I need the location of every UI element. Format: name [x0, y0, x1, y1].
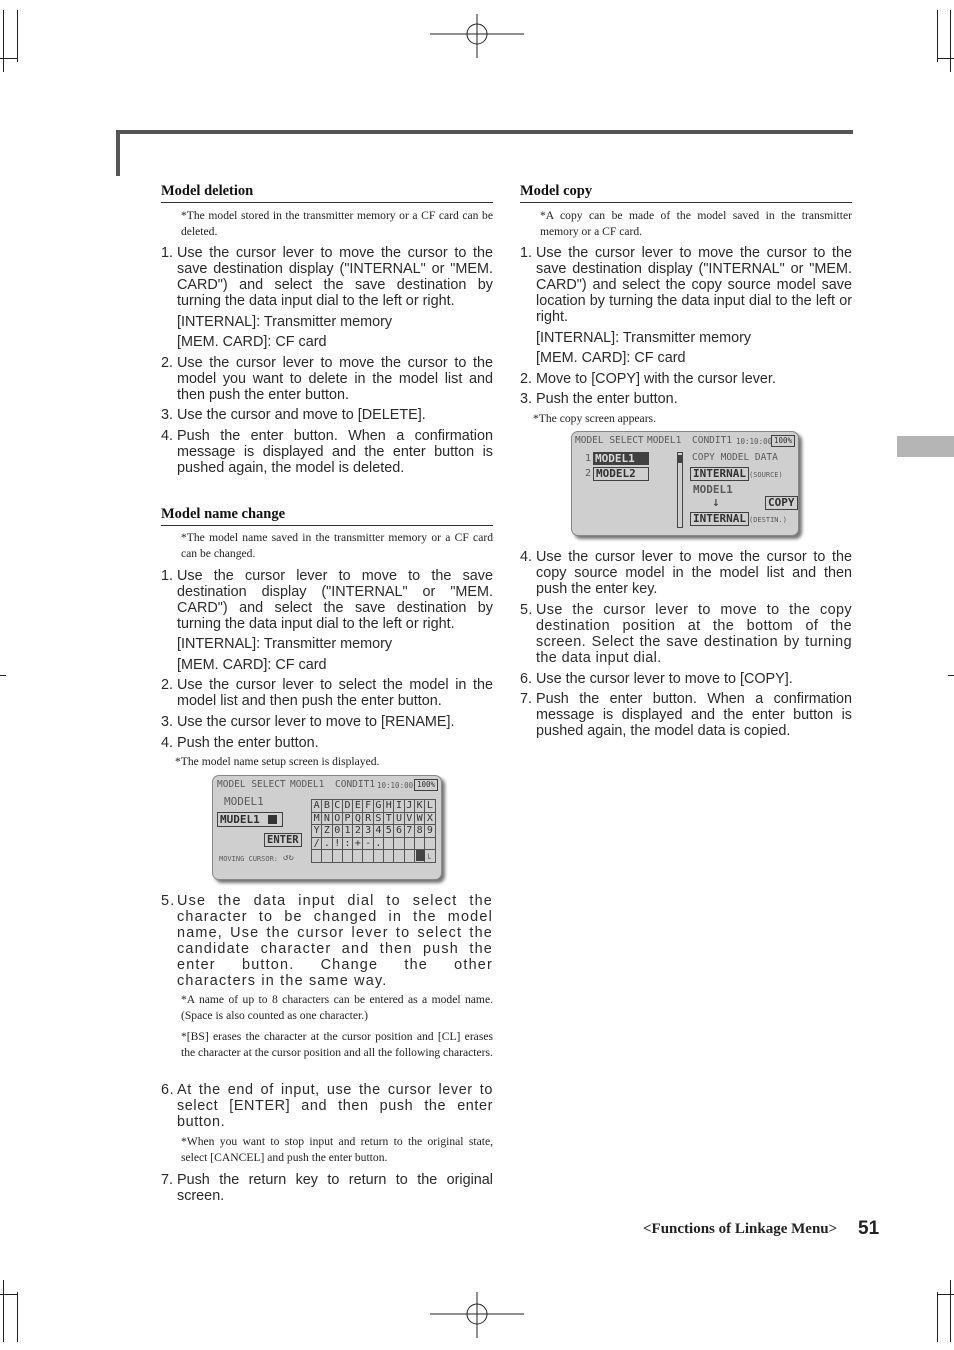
option-text: [MEM. CARD]: CF card: [177, 334, 327, 350]
keyboard-key[interactable]: .: [322, 837, 332, 850]
keyboard-row: [312, 812, 436, 825]
step-item: 1. Use the cursor lever to move to the save destination display ("INTERNAL" or "MEM. CARD") and select the save destination by turning the data input dial to the left or right.: [161, 568, 493, 632]
header-condition: CONDIT1: [335, 779, 376, 790]
keyboard-key[interactable]: [363, 850, 373, 863]
keyboard-row: [312, 825, 436, 838]
moving-cursor-label: MOVING CURSOR:: [219, 855, 279, 863]
keyboard-key[interactable]: Y: [312, 825, 322, 838]
note: *The model name saved in the transmitter memory or a CF card can be changed.: [181, 531, 493, 560]
copy-title: COPY MODEL DATA: [692, 452, 778, 463]
name-input[interactable]: MUDEL1: [217, 812, 283, 827]
keyboard-key[interactable]: E: [353, 800, 363, 813]
crop-mark: [937, 1294, 954, 1295]
step-item: 7. Push the return key to return to the original screen.: [161, 1172, 493, 1204]
rename-screen: [212, 775, 442, 880]
keyboard-key[interactable]: Z: [322, 825, 332, 838]
header-rule: [116, 130, 853, 134]
step-item: 4. Push the enter button.: [161, 735, 319, 751]
header-rule-left: [116, 130, 120, 176]
keyboard-key[interactable]: [332, 850, 342, 863]
keyboard-key[interactable]: T: [384, 812, 394, 825]
keyboard-key[interactable]: O: [332, 812, 342, 825]
step-item: 4. Use the cursor lever to move the cursor to the copy source model in the model list and then push the enter key.: [520, 549, 852, 597]
section-rule: [161, 202, 493, 203]
step-item: 3. Use the cursor and move to [DELETE].: [161, 407, 426, 423]
section-rule: [520, 202, 852, 203]
header-model-select: MODEL SELECT: [575, 435, 644, 446]
crop-mark: [950, 1280, 951, 1342]
copy-screen: [571, 431, 799, 536]
step-item: 1. Use the cursor lever to move the cursor to the save destination display ("INTERNAL" or "MEM. CARD") and select the save destination by turning the data input dial to the left or right.: [161, 245, 493, 309]
timer: 10:10:00: [377, 781, 414, 790]
keyboard-key[interactable]: B: [322, 800, 332, 813]
enter-button[interactable]: ENTER: [264, 833, 302, 847]
option-text: [MEM. CARD]: CF card: [536, 350, 686, 366]
note: *The model stored in the transmitter memory or a CF card can be deleted.: [181, 209, 493, 238]
keyboard-key[interactable]: V: [404, 812, 414, 825]
note: *A name of up to 8 characters can be entered as a model name. (Space is also counted as one character.): [181, 993, 493, 1022]
option-text: [INTERNAL]: Transmitter memory: [177, 314, 393, 330]
crop-mark: [17, 1292, 18, 1342]
side-mark: [0, 675, 6, 676]
step-item: 5. Use the cursor lever to move to the copy destination position at the bottom of the screen. Select the save destination by turning the data input dial.: [520, 602, 852, 666]
keyboard-key[interactable]: I: [394, 800, 404, 813]
keyboard-key[interactable]: [394, 837, 404, 850]
cursor-block: [268, 815, 277, 824]
step-item: 2. Use the cursor lever to move the cursor to the model you want to delete in the model list and then push the enter button.: [161, 355, 493, 403]
keyboard-key[interactable]: A: [312, 800, 322, 813]
cl-key-icon[interactable]: └: [426, 854, 431, 863]
step-item: 6. Use the cursor lever to move to [COPY].: [520, 671, 793, 687]
source-label: (SOURCE): [749, 471, 783, 479]
keyboard-key[interactable]: L: [425, 800, 435, 813]
keyboard-key[interactable]: Q: [353, 812, 363, 825]
arrow-down-icon: ↓: [712, 495, 720, 510]
keyboard-key[interactable]: F: [363, 800, 373, 813]
keyboard-key[interactable]: [394, 850, 404, 863]
step-item: 5. Use the data input dial to select the character to be changed in the model name, Use the cursor lever to select the candidate character and then push the enter button. Change the other characters in the same way.: [161, 893, 493, 989]
keyboard-key[interactable]: -: [363, 837, 373, 850]
header-model: MODEL1: [647, 435, 682, 446]
keyboard-key[interactable]: N: [322, 812, 332, 825]
keyboard-key[interactable]: 0: [332, 825, 342, 838]
keyboard-key[interactable]: !: [332, 837, 342, 850]
header-model-select: MODEL SELECT: [217, 779, 286, 790]
list-index: 1: [585, 453, 592, 464]
copy-button[interactable]: COPY: [765, 496, 798, 510]
keyboard-key[interactable]: K: [414, 800, 424, 813]
keyboard-key[interactable]: 9: [425, 825, 435, 838]
keyboard-row: [312, 800, 436, 813]
crop-mark: [3, 10, 4, 72]
keyboard-key[interactable]: [384, 850, 394, 863]
step-item: 1. Use the cursor lever to move the cursor to the save destination display ("INTERNAL" or "MEM. CARD") and select the copy source model save location by turning the data input dial to the left or right.: [520, 245, 852, 325]
source-select[interactable]: INTERNAL: [690, 467, 749, 481]
keyboard-key[interactable]: [322, 850, 332, 863]
keyboard-key[interactable]: [312, 850, 322, 863]
model-list-item[interactable]: MODEL2: [593, 467, 649, 481]
side-tab: [897, 436, 954, 457]
section-title-model-name-change: Model name change: [161, 506, 286, 522]
keyboard-key[interactable]: R: [363, 812, 373, 825]
crop-mark: [937, 1292, 938, 1342]
battery-indicator: 100%: [771, 435, 795, 447]
note: *The copy screen appears.: [533, 412, 656, 425]
crop-mark: [3, 1280, 4, 1342]
note: *[BS] erases the character at the cursor position and [CL] erases the character at the cursor position and all the following characters.: [181, 1030, 493, 1059]
keyboard-key[interactable]: C: [332, 800, 342, 813]
battery-indicator: 100%: [414, 779, 438, 791]
note: *When you want to stop input and return to the original state, select [CANCEL] and push the enter button.: [181, 1135, 493, 1164]
side-mark: [948, 675, 954, 676]
destination-select[interactable]: INTERNAL: [690, 512, 749, 526]
keyboard-key[interactable]: X: [425, 812, 435, 825]
keyboard-key[interactable]: J: [404, 800, 414, 813]
keyboard-key[interactable]: 7: [404, 825, 414, 838]
keyboard-key[interactable]: [373, 850, 383, 863]
header-model: MODEL1: [290, 779, 325, 790]
keyboard-key[interactable]: [384, 837, 394, 850]
keyboard-key[interactable]: P: [342, 812, 352, 825]
keyboard-key[interactable]: 4: [373, 825, 383, 838]
step-item: 3. Push the enter button.: [520, 391, 678, 407]
keyboard-row: [312, 837, 436, 850]
crop-mark: [0, 1294, 18, 1295]
timer: 10:10:00: [736, 437, 773, 446]
keyboard-key[interactable]: /: [312, 837, 322, 850]
destination-label: (DESTIN.): [749, 516, 787, 524]
keyboard-key[interactable]: [414, 837, 424, 850]
keyboard-key[interactable]: 8: [414, 825, 424, 838]
keyboard-key[interactable]: U: [394, 812, 404, 825]
keyboard-key[interactable]: +: [353, 837, 363, 850]
keyboard-key[interactable]: G: [373, 800, 383, 813]
keyboard-key[interactable]: D: [342, 800, 352, 813]
step-item: 6. At the end of input, use the cursor lever to select [ENTER] and then push the enter button.: [161, 1082, 493, 1130]
keyboard-key[interactable]: M: [312, 812, 322, 825]
section-rule: [161, 525, 493, 526]
keyboard-key[interactable]: .: [373, 837, 383, 850]
crop-mark: [17, 10, 18, 62]
keyboard-key[interactable]: [404, 850, 414, 863]
keyboard-key[interactable]: :: [342, 837, 352, 850]
scrollbar-thumb: [678, 455, 682, 463]
bs-key-icon[interactable]: [416, 850, 425, 861]
keyboard-key[interactable]: [342, 850, 352, 863]
section-title-model-copy: Model copy: [520, 183, 593, 199]
crop-mark: [937, 58, 954, 59]
page-number: 51: [858, 1218, 880, 1239]
current-name: MODEL1: [224, 795, 264, 808]
option-text: [INTERNAL]: Transmitter memory: [177, 636, 393, 652]
keyboard-key[interactable]: W: [414, 812, 424, 825]
footer-label: <Functions of Linkage Menu>: [643, 1221, 838, 1237]
scrollbar[interactable]: [677, 452, 683, 528]
list-index: 2: [585, 468, 592, 479]
registration-mark-top: [430, 14, 524, 58]
keyboard-key[interactable]: 3: [363, 825, 373, 838]
step-item: 7. Push the enter button. When a confirmation message is displayed and the enter button is pushed again, the model data is copied.: [520, 691, 852, 739]
section-title-model-deletion: Model deletion: [161, 183, 254, 199]
keyboard-key[interactable]: S: [373, 812, 383, 825]
crop-mark: [937, 10, 938, 62]
keyboard-key[interactable]: [404, 837, 414, 850]
keyboard-key[interactable]: [425, 837, 435, 850]
model-name: MODEL1: [693, 483, 733, 496]
step-item: 2. Move to [COPY] with the cursor lever.: [520, 371, 776, 387]
note: *The model name setup screen is displayed.: [175, 755, 380, 768]
keyboard-key[interactable]: H: [384, 800, 394, 813]
step-item: 2. Use the cursor lever to select the model in the model list and then push the enter button.: [161, 677, 493, 709]
step-item: 3. Use the cursor lever to move to [RENAME].: [161, 714, 455, 730]
keyboard-key[interactable]: 6: [394, 825, 404, 838]
header-condition: CONDIT1: [692, 435, 733, 446]
step-item: 4. Push the enter button. When a confirmation message is displayed and the enter button is pushed again, the model is deleted.: [161, 428, 493, 476]
option-text: [INTERNAL]: Transmitter memory: [536, 330, 752, 346]
keyboard-key[interactable]: 5: [384, 825, 394, 838]
keyboard-key[interactable]: 2: [353, 825, 363, 838]
crop-mark: [950, 10, 951, 72]
keyboard-key[interactable]: [353, 850, 363, 863]
option-text: [MEM. CARD]: CF card: [177, 657, 327, 673]
registration-mark-bottom: [430, 1292, 524, 1338]
note: *A copy can be made of the model saved in the transmitter memory or a CF card.: [540, 209, 852, 238]
crop-mark: [0, 58, 18, 59]
rotate-icons: ↺↻: [283, 853, 294, 863]
model-list-item[interactable]: MODEL1: [593, 452, 649, 465]
keyboard-key[interactable]: 1: [342, 825, 352, 838]
